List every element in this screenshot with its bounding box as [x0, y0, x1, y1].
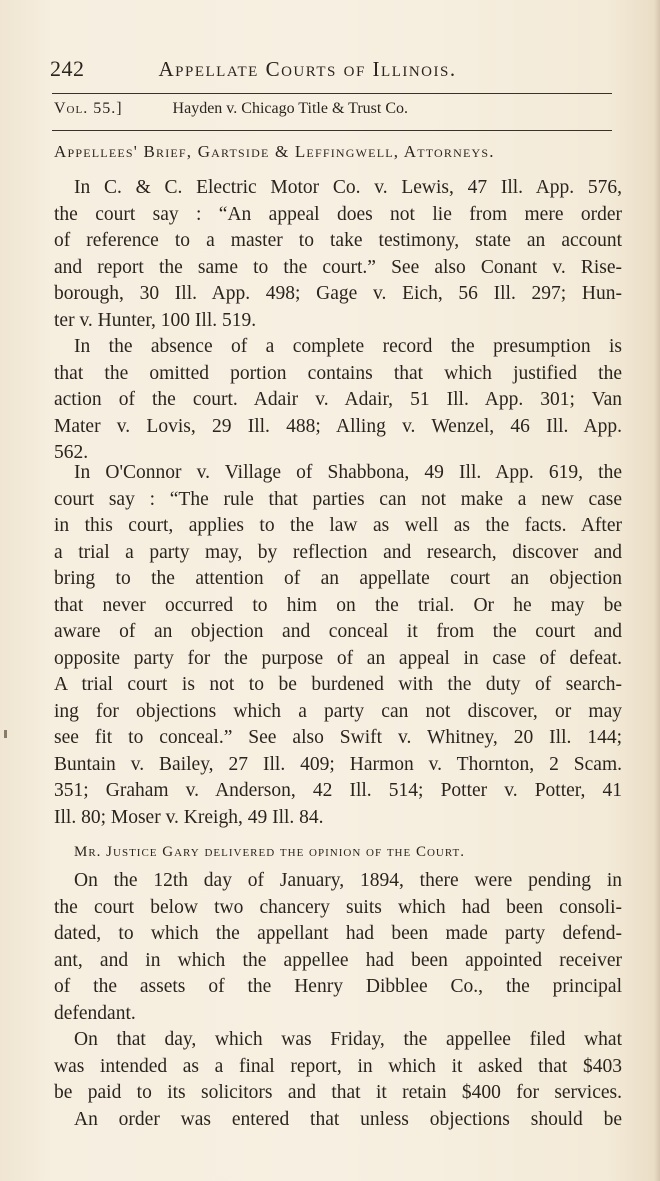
paragraph-3 [54, 460, 622, 831]
text-line: and report the same to the court.” See also Conant v. Rise- [54, 256, 622, 278]
running-head [50, 56, 610, 86]
text-line: defendant. [54, 1002, 136, 1024]
margin-mark [4, 730, 7, 738]
text-line: was intended as a final report, in which it asked that $403 [54, 1055, 622, 1077]
text-line: court say : “The rule that parties can not make a new case [54, 488, 622, 510]
text-line: opposite party for the purpose of an appeal in case of defeat. [54, 647, 622, 669]
text-line: a trial a party may, by reflection and research, discover and [54, 541, 622, 563]
text-line: the court say : “An appeal does not lie from mere order [54, 203, 622, 225]
paragraph-1 [54, 175, 622, 334]
page-edge-shadow [654, 0, 660, 1181]
text-line: that never occurred to him on the trial. Or he may be [54, 594, 622, 616]
attorneys-heading: Appellees' Brief, Gartside & Leffingwell, Attorneys. [54, 142, 495, 161]
case-heading [54, 100, 610, 124]
text-line: An order was entered that unless objections should be [74, 1108, 622, 1130]
header-rule-top [52, 93, 612, 94]
text-line: of the assets of the Henry Dibblee Co., the principal [54, 976, 622, 997]
text-line: that the omitted portion contains that which justified the [54, 362, 622, 384]
text-line: in this court, applies to the law as well as the facts. After [54, 515, 622, 536]
text-line: A trial court is not to be burdened with the duty of search- [54, 674, 622, 695]
text-line: In C. & C. Electric Motor Co. v. Lewis, 47 Ill. App. 576, [74, 177, 622, 198]
text-line: Buntain v. Bailey, 27 Ill. 409; Harmon v. Thornton, 2 Scam. [54, 753, 622, 775]
text-line: ter v. Hunter, 100 Ill. 519. [54, 309, 257, 331]
text-line: ing for objections which a party can not discover, or may [54, 700, 622, 722]
opinion-paragraph-2 [54, 1027, 622, 1133]
text-line: 351; Graham v. Anderson, 42 Ill. 514; Potter v. Potter, 41 [54, 780, 622, 801]
text-line: action of the court. Adair v. Adair, 51 Ill. App. 301; Van [54, 389, 622, 410]
text-line: In the absence of a complete record the presumption is [74, 336, 622, 357]
text-line: Ill. 80; Moser v. Kreigh, 49 Ill. 84. [54, 806, 324, 828]
page-number: 242 [50, 56, 85, 81]
header-rule-bottom [52, 130, 612, 131]
opinion-heading: Mr. Justice Gary delivered the opinion of the Court. [74, 844, 466, 860]
text-line: Mater v. Lovis, 29 Ill. 488; Alling v. Wenzel, 46 Ill. App. [54, 415, 622, 437]
text-line: 562. [54, 442, 89, 463]
text-line: ant, and in which the appellee had been appointed receiver [54, 949, 622, 971]
text-line: In O'Connor v. Village of Shabbona, 49 Ill. App. 619, the [74, 462, 622, 483]
case-title: Hayden v. Chicago Title & Trust Co. [172, 100, 408, 117]
text-line: aware of an objection and conceal it from the court and [54, 621, 622, 642]
text-line: of reference to a master to take testimony, state an account [54, 230, 622, 251]
paragraph-2 [54, 334, 622, 467]
text-line: On the 12th day of January, 1894, there were pending in [74, 870, 622, 891]
text-line: On that day, which was Friday, the appellee filed what [74, 1029, 622, 1050]
running-title: Appellate Courts of Illinois. [158, 57, 457, 81]
text-line: borough, 30 Ill. App. 498; Gage v. Eich, 56 Ill. 297; Hun- [54, 283, 622, 304]
text-line: see fit to conceal.” See also Swift v. Whitney, 20 Ill. 144; [54, 727, 622, 748]
text-line: the court below two chancery suits which had been consoli- [54, 896, 622, 918]
text-line: be paid to its solicitors and that it retain $400 for services. [54, 1082, 622, 1103]
volume-label: Vol. 55.] [54, 100, 123, 117]
opinion-paragraph-1 [54, 868, 622, 1027]
text-line: bring to the attention of an appellate court an objection [54, 568, 622, 589]
text-line: dated, to which the appellant had been made party defend- [54, 923, 622, 944]
